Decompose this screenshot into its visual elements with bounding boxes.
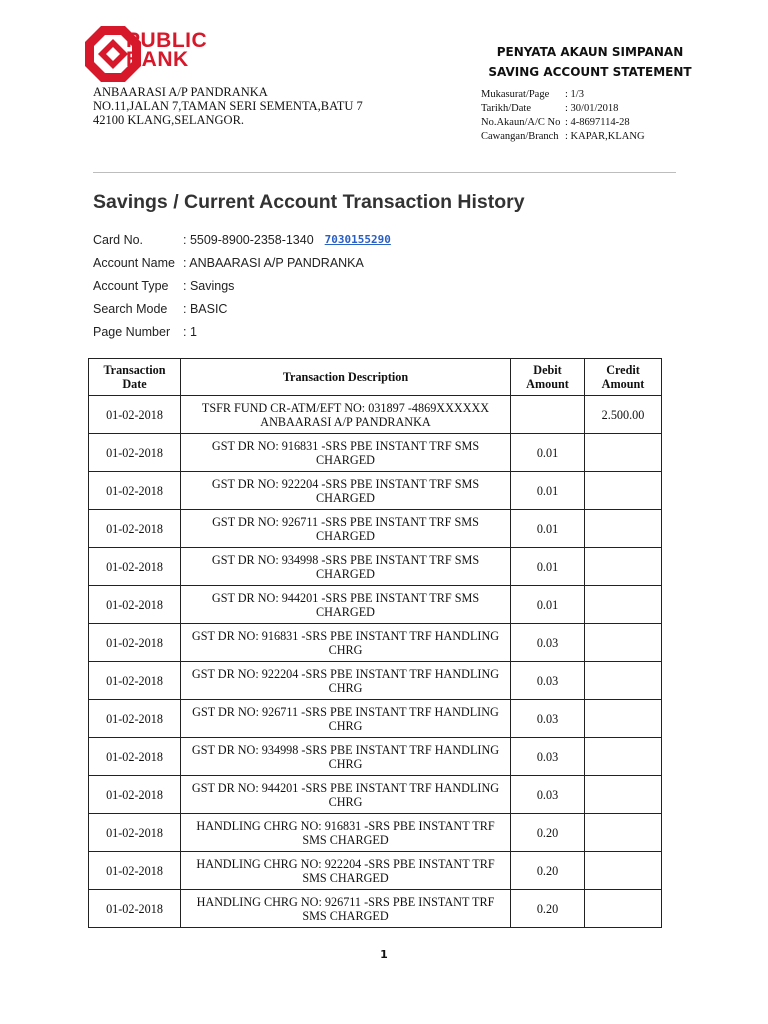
- cell-description-text: CHARGED: [316, 452, 375, 467]
- cell-description-text: ANBAARASI A/P PANDRANKA: [260, 414, 431, 429]
- cell-description: [181, 776, 511, 814]
- cell-credit: [585, 738, 662, 776]
- info-label: Account Name: [93, 255, 175, 270]
- transaction-table: [88, 358, 662, 928]
- cell-description-text: CHRG: [328, 718, 363, 733]
- table-row: [89, 738, 662, 776]
- cell-description-text: CHARGED: [316, 528, 375, 543]
- cell-date: [89, 396, 181, 434]
- cell-credit: [585, 662, 662, 700]
- card-link[interactable]: 7030155290: [324, 233, 391, 246]
- cell-debit-text: 0.20: [536, 825, 559, 840]
- cell-description: [181, 396, 511, 434]
- cell-date-text: 01-02-2018: [106, 901, 163, 916]
- brand-name: [126, 31, 207, 69]
- cell-date: [89, 662, 181, 700]
- meta-label: Cawangan/Branch: [481, 131, 559, 142]
- info-card-no: [93, 228, 391, 251]
- cell-date-text: 01-02-2018: [106, 483, 163, 498]
- header-date: Transaction Date: [89, 359, 181, 396]
- meta-label: No.Akaun/A/C No: [481, 117, 561, 128]
- cell-debit: [511, 586, 585, 624]
- cell-debit: [511, 814, 585, 852]
- account-info: [93, 228, 391, 343]
- brand-name-line1: PUBLIC: [126, 29, 208, 52]
- cell-credit: [585, 586, 662, 624]
- header-description: Transaction Description: [181, 359, 511, 396]
- cell-description-text: GST DR NO: 934998 -SRS PBE INSTANT TRF HANDLING: [191, 742, 500, 757]
- cell-credit: [585, 890, 662, 928]
- cell-description: [181, 548, 511, 586]
- info-search-mode: [93, 297, 391, 320]
- cell-credit-text: 2.500.00: [601, 407, 645, 422]
- table-row: [89, 700, 662, 738]
- cell-description: [181, 662, 511, 700]
- cell-debit: [511, 700, 585, 738]
- statement-title-en: SAVING ACCOUNT STATEMENT: [488, 65, 692, 79]
- cell-date: [89, 776, 181, 814]
- cell-description-text: GST DR NO: 916831 -SRS PBE INSTANT TRF HANDLING: [191, 628, 500, 643]
- cell-description-text: GST DR NO: 926711 -SRS PBE INSTANT TRF SMS: [212, 514, 479, 529]
- cell-description: [181, 586, 511, 624]
- cell-description-text: GST DR NO: 916831 -SRS PBE INSTANT TRF SMS: [211, 438, 480, 453]
- divider: [93, 172, 676, 173]
- cell-date: [89, 738, 181, 776]
- cell-date-text: 01-02-2018: [106, 407, 163, 422]
- meta-value: : 1/3: [565, 89, 584, 100]
- cell-credit: [585, 852, 662, 890]
- table-row: [89, 586, 662, 624]
- info-value: : 1: [183, 324, 197, 339]
- cell-description: [181, 472, 511, 510]
- info-page-number: [93, 320, 391, 343]
- cell-date: [89, 890, 181, 928]
- cell-description-text: SMS CHARGED: [302, 832, 389, 847]
- cell-debit-text: 0.03: [536, 749, 559, 764]
- info-label: Search Mode: [93, 301, 168, 316]
- cell-debit-text: 0.20: [536, 901, 559, 916]
- cell-debit: [511, 472, 585, 510]
- cell-description-text: TSFR FUND CR-ATM/EFT NO: 031897 -4869XXXXXX: [201, 400, 490, 415]
- cell-date-text: 01-02-2018: [106, 863, 163, 878]
- info-account-name: [93, 251, 391, 274]
- cell-date-text: 01-02-2018: [106, 825, 163, 840]
- cell-date-text: 01-02-2018: [106, 559, 163, 574]
- cell-date: [89, 814, 181, 852]
- cell-description: [181, 814, 511, 852]
- statement-meta: [481, 88, 645, 144]
- statement-title-my: PENYATA AKAUN SIMPANAN: [496, 45, 684, 59]
- cell-date-text: 01-02-2018: [106, 445, 163, 460]
- table-row: [89, 548, 662, 586]
- cell-credit: [585, 472, 662, 510]
- cell-debit: [511, 890, 585, 928]
- cell-description-text: CHRG: [328, 642, 363, 657]
- cell-credit: [585, 814, 662, 852]
- cell-credit: [585, 396, 662, 434]
- page-number: 1: [380, 948, 388, 961]
- cell-credit: [585, 700, 662, 738]
- cell-description-text: CHRG: [328, 680, 363, 695]
- cell-debit: [511, 548, 585, 586]
- info-label: Account Type: [93, 278, 169, 293]
- address-line: NO.11,JALAN 7,TAMAN SERI SEMENTA,BATU 7: [93, 99, 363, 113]
- cell-date-text: 01-02-2018: [106, 635, 163, 650]
- cell-date: [89, 586, 181, 624]
- table-row: [89, 662, 662, 700]
- table-row: [89, 434, 662, 472]
- brand-name-line2: BANK: [126, 48, 189, 71]
- cell-date: [89, 510, 181, 548]
- cell-date-text: 01-02-2018: [106, 787, 163, 802]
- meta-label: Mukasurat/Page: [481, 89, 550, 100]
- cell-date: [89, 700, 181, 738]
- cell-date: [89, 548, 181, 586]
- cell-date-text: 01-02-2018: [106, 749, 163, 764]
- cell-credit: [585, 434, 662, 472]
- table-row: [89, 814, 662, 852]
- customer-address: [93, 85, 363, 127]
- cell-date-text: 01-02-2018: [106, 597, 163, 612]
- cell-debit: [511, 396, 585, 434]
- cell-credit: [585, 510, 662, 548]
- info-label: Card No.: [93, 232, 144, 247]
- cell-description-text: GST DR NO: 934998 -SRS PBE INSTANT TRF SMS: [211, 552, 480, 567]
- cell-description: [181, 738, 511, 776]
- address-line: ANBAARASI A/P PANDRANKA: [93, 85, 268, 99]
- cell-debit: [511, 738, 585, 776]
- cell-description-text: CHARGED: [316, 566, 375, 581]
- meta-date: [481, 102, 645, 116]
- cell-debit: [511, 852, 585, 890]
- cell-description-text: CHARGED: [316, 604, 375, 619]
- table-row: [89, 776, 662, 814]
- cell-date: [89, 624, 181, 662]
- info-value: : 5509-8900-2358-1340: [183, 232, 314, 247]
- cell-description: [181, 624, 511, 662]
- cell-debit: [511, 510, 585, 548]
- meta-label: Tarikh/Date: [481, 103, 531, 114]
- meta-page: [481, 88, 645, 102]
- cell-credit: [585, 624, 662, 662]
- cell-date-text: 01-02-2018: [106, 711, 163, 726]
- meta-account: [481, 116, 645, 130]
- cell-description: [181, 510, 511, 548]
- cell-date: [89, 852, 181, 890]
- table-row: [89, 890, 662, 928]
- table-row: [89, 396, 662, 434]
- cell-description-text: GST DR NO: 922204 -SRS PBE INSTANT TRF SMS: [211, 476, 480, 491]
- info-label: Page Number: [93, 324, 171, 339]
- cell-description-text: GST DR NO: 922204 -SRS PBE INSTANT TRF HANDLING: [191, 666, 500, 681]
- cell-description-text: CHRG: [328, 794, 363, 809]
- cell-description: [181, 890, 511, 928]
- cell-description-text: GST DR NO: 944201 -SRS PBE INSTANT TRF HANDLING: [191, 780, 500, 795]
- page-title: Savings / Current Account Transaction History: [93, 191, 525, 213]
- cell-debit-text: 0.01: [536, 483, 559, 498]
- address-line: 42100 KLANG,SELANGOR.: [93, 113, 245, 127]
- cell-description: [181, 434, 511, 472]
- cell-description-text: HANDLING CHRG NO: 922204 -SRS PBE INSTANT TRF: [196, 856, 495, 871]
- cell-debit: [511, 624, 585, 662]
- meta-value: : 30/01/2018: [565, 103, 619, 114]
- cell-debit-text: 0.03: [536, 787, 559, 802]
- table-row: [89, 852, 662, 890]
- cell-description-text: HANDLING CHRG NO: 916831 -SRS PBE INSTANT TRF: [196, 818, 495, 833]
- cell-description-text: SMS CHARGED: [302, 908, 389, 923]
- cell-debit: [511, 662, 585, 700]
- cell-debit-text: 0.03: [536, 711, 559, 726]
- cell-debit-text: 0.01: [536, 597, 559, 612]
- cell-debit-text: 0.01: [536, 521, 559, 536]
- table-header-row: [89, 359, 662, 396]
- cell-debit: [511, 776, 585, 814]
- table-row: [89, 624, 662, 662]
- cell-debit-text: 0.03: [536, 673, 559, 688]
- meta-value: : 4-8697114-28: [565, 117, 630, 128]
- cell-date: [89, 434, 181, 472]
- meta-value: : KAPAR,KLANG: [565, 131, 645, 142]
- info-account-type: [93, 274, 391, 297]
- cell-description-text: GST DR NO: 926711 -SRS PBE INSTANT TRF HANDLING: [192, 704, 499, 719]
- statement-title: [470, 42, 710, 82]
- cell-debit-text: 0.20: [536, 863, 559, 878]
- cell-description-text: CHARGED: [316, 490, 375, 505]
- header-debit: Debit Amount: [511, 359, 585, 396]
- cell-description-text: SMS CHARGED: [302, 870, 389, 885]
- cell-credit: [585, 548, 662, 586]
- cell-description: [181, 852, 511, 890]
- cell-debit-text: 0.01: [536, 559, 559, 574]
- info-value: : BASIC: [183, 301, 228, 316]
- cell-debit-text: 0.03: [536, 635, 559, 650]
- info-value: : ANBAARASI A/P PANDRANKA: [183, 255, 364, 270]
- cell-date-text: 01-02-2018: [106, 521, 163, 536]
- header-credit: Credit Amount: [585, 359, 662, 396]
- cell-debit: [511, 434, 585, 472]
- info-value: : Savings: [183, 278, 235, 293]
- cell-date-text: 01-02-2018: [106, 673, 163, 688]
- table-body: [89, 396, 662, 928]
- cell-credit: [585, 776, 662, 814]
- cell-debit-text: 0.01: [536, 445, 559, 460]
- cell-date: [89, 472, 181, 510]
- table-row: [89, 472, 662, 510]
- cell-description-text: HANDLING CHRG NO: 926711 -SRS PBE INSTANT TRF: [196, 894, 495, 909]
- cell-description: [181, 700, 511, 738]
- table-row: [89, 510, 662, 548]
- meta-branch: [481, 130, 645, 144]
- cell-description-text: CHRG: [328, 756, 363, 771]
- cell-description-text: GST DR NO: 944201 -SRS PBE INSTANT TRF SMS: [211, 590, 480, 605]
